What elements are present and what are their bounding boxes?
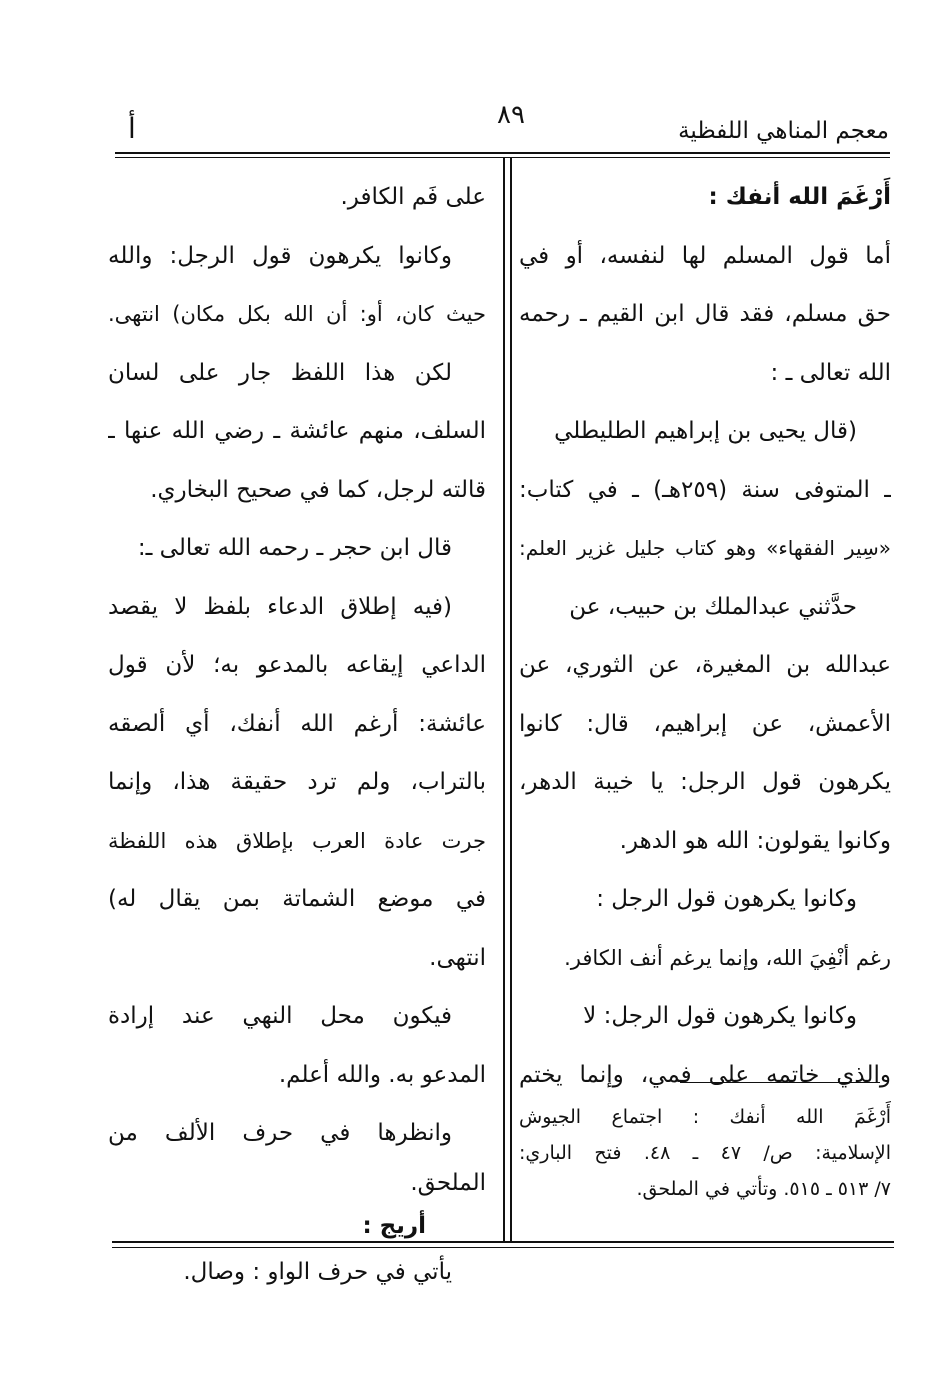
text-line: الله تعالى ـ :: [770, 359, 891, 386]
right-column: [519, 168, 891, 1104]
text-line: «سِير الفقهاء» وهو كتاب جليل غزير العلم:: [519, 536, 891, 560]
text-line: وكانوا يقولون: الله هو الدهر.: [619, 827, 891, 854]
text-line: (قال يحيى بن إبراهيم الطليطلي: [554, 418, 857, 444]
header-rule: [115, 152, 890, 154]
text-line: (فيه إطلاق الدعاء بلفظ لا يقصد: [108, 593, 452, 620]
text-line: فيكون محل النهي عند إرادة: [108, 1003, 452, 1029]
running-title: معجم المناهي اللفظية: [678, 118, 889, 144]
text-line: أما قول المسلم لها لنفسه، أو في: [519, 242, 891, 269]
left-column: [108, 168, 486, 1295]
text-line: انتهى.: [429, 944, 486, 971]
text-line: السلف، منهم عائشة ـ رضي الله عنها ـ: [108, 418, 486, 444]
text-line: عائشة: أرغم الله أنفك، أي ألصقه: [108, 710, 486, 737]
text-line: على فَم الكافر.: [340, 184, 486, 210]
footnote-line: الإسلامية: ص/ ٤٧ ـ ٤٨. فتح الباري:: [519, 1142, 891, 1164]
text-line: وكانوا يكرهون قول الرجل: لا: [583, 1003, 857, 1029]
text-line: حيث كان، أو: أن الله بكل مكان) انتهى.: [108, 302, 486, 326]
column-divider-second: [510, 158, 512, 1241]
text-line: ـ المتوفى سنة (٢٥٩هـ) ـ في كتاب:: [519, 476, 891, 503]
text-line: قال ابن حجر ـ رحمه الله تعالى ـ:: [137, 535, 452, 561]
text-line: الداعي إيقاعه بالمدعو به؛ لأن قول: [108, 652, 486, 678]
text-line: يأتي في حرف الواو : وصال.: [183, 1258, 452, 1285]
text-line: جرت عادة العرب بإطلاق هذه اللفظة: [108, 828, 486, 853]
entry-heading: أَرْغَمَ الله أنفك :: [708, 184, 891, 210]
text-line: وكانوا يكرهون قول الرجل :: [596, 886, 857, 912]
text-line: والذي خاتمه على فمي، وإنما يختم: [519, 1061, 891, 1088]
text-line: بالتراب، ولم ترد حقيقة هذا، وإنما: [108, 769, 486, 795]
section-letter: أ: [128, 112, 136, 145]
text-line: في موضع الشماتة بمن يقال له): [108, 886, 486, 912]
text-line: وانظرها في حرف الألف من: [108, 1120, 452, 1146]
text-line: حدَّثني عبدالملك بن حبيب، عن: [569, 593, 857, 620]
page-number: ٨٩: [497, 100, 525, 130]
text-line: يكرهون قول الرجل: يا خيبة الدهر،: [519, 769, 891, 795]
footnotes: [519, 1099, 891, 1207]
text-line: وكانوا يكرهون قول الرجل: والله: [108, 242, 452, 269]
text-line: المدعو به. والله أعلم.: [278, 1061, 486, 1088]
text-line: رغم أنْفِيَ الله، وإنما يرغم أنف الكافر.: [564, 945, 891, 970]
footnote-line: أَرْغَمَ الله أنفك : اجتماع الجيوش: [519, 1106, 891, 1128]
text-line: لكن هذا اللفظ جار على لسان: [108, 359, 452, 386]
text-line: قالته لرجل، كما في صحيح البخاري.: [150, 476, 486, 503]
text-line: الأعمش، عن إبراهيم، قال: كانوا: [519, 710, 891, 737]
text-line: عبدالله بن المغيرة، عن الثوري، عن: [519, 652, 891, 678]
column-divider: [503, 158, 505, 1241]
entry-heading: أريج :: [362, 1212, 426, 1239]
text-line: حق مسلم، فقد قال ابن القيم ـ رحمه: [519, 301, 891, 327]
text-line: الملحق.: [410, 1169, 486, 1196]
footnote-line: ٧/ ٥١٣ ـ ٥١٥. وتأتي في الملحق.: [636, 1178, 891, 1200]
